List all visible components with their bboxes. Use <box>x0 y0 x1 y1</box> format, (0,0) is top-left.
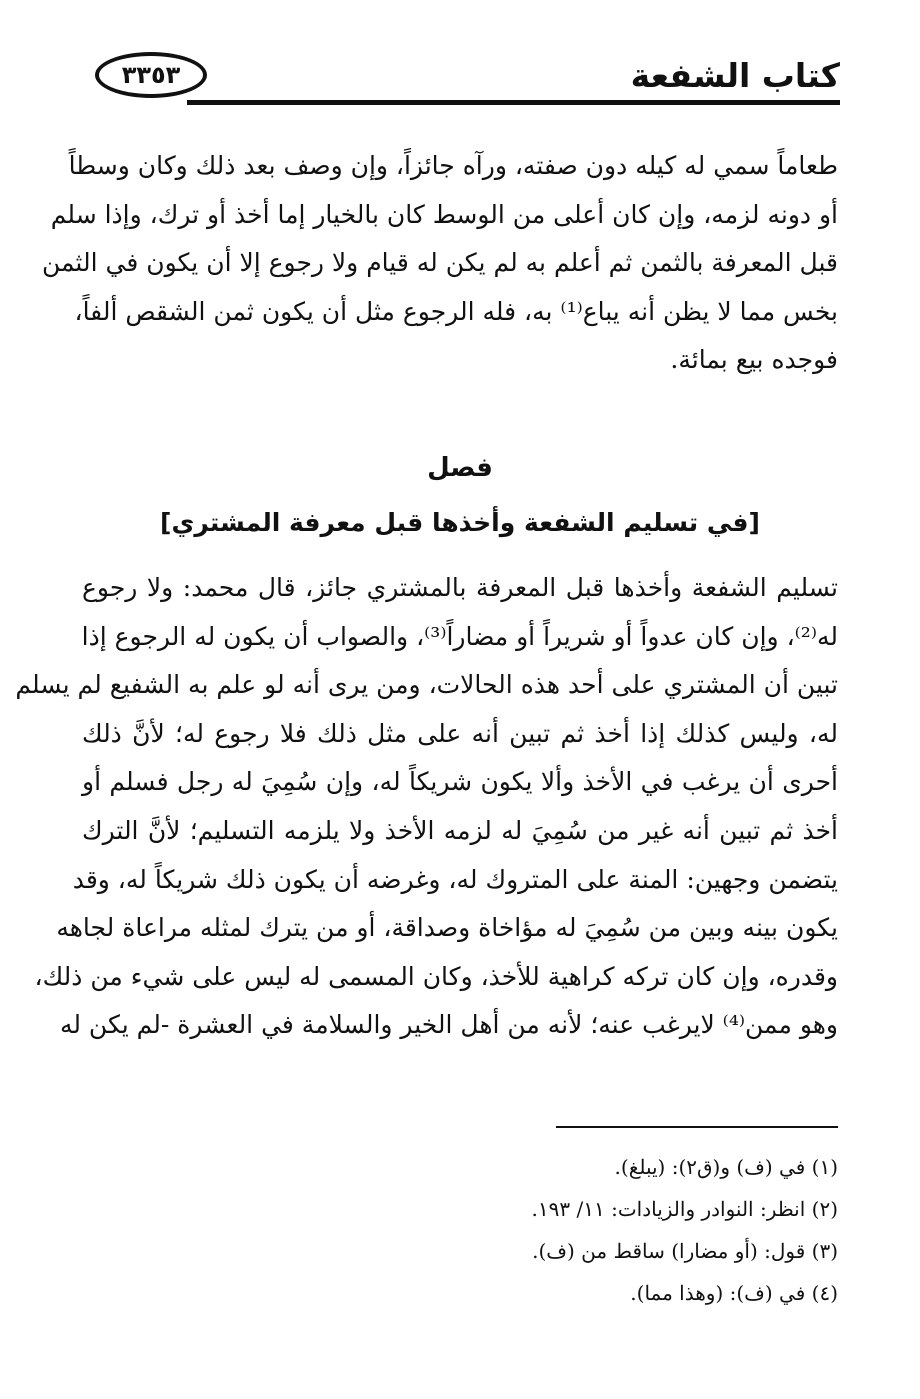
text-line: له⁽²⁾، وإن كان عدواً أو شريراً أو مضاراً⁽³⁾، والصواب أن يكون له الرجوع إذا <box>81 621 838 651</box>
text-line: له، وليس كذلك إذا أخذ ثم تبين أنه على مثل ذلك فلا رجوع له؛ لأنَّ ذلك <box>82 718 838 748</box>
text-line: فوجده بيع بمائة. <box>670 345 838 375</box>
text-line: أخذ ثم تبين أنه غير من سُمِيَ له لزمه الأخذ ولا يلزمه التسليم؛ لأنَّ الترك <box>82 815 838 845</box>
text-line: يكون بينه وبين من سُمِيَ له مؤاخاة وصداقة، أو من يترك لمثله مراعاة لجاهه <box>56 913 838 943</box>
footnote: (١) في (ف) و(ق٢): (يبلغ). <box>614 1155 838 1179</box>
text-line: بخس مما لا يظن أنه يباع⁽¹⁾ به، فله الرجوع مثل أن يكون ثمن الشقص ألفاً، <box>74 296 838 326</box>
text-line: يتضمن وجهين: المنة على المتروك له، وغرضه أن يكون ذلك شريكاً له، وقد <box>72 864 838 894</box>
main-paragraph <box>15 564 838 1050</box>
text-line: وقدره، وإن كان تركه كراهية للأخذ، وكان المسمى له ليس على شيء من ذلك، <box>34 961 838 991</box>
text-line: طعاماً سمي له كيله دون صفته، ورآه جائزاً، وإن وصف بعد ذلك وكان وسطاً <box>68 151 838 180</box>
section-subtitle: [في تسليم الشفعة وأخذها قبل معرفة المشتري] <box>160 508 760 537</box>
text-line: تبين أن المشتري على أحد هذه الحالات، ومن يرى أنه لو علم به الشفيع لم يسلم <box>15 670 838 700</box>
book-title: كتاب الشفعة <box>630 56 840 95</box>
footnote: (٤) في (ف): (وهذا مما). <box>630 1281 838 1305</box>
footnotes <box>82 1146 838 1314</box>
text-line: أحرى أن يرغب في الأخذ وألا يكون شريكاً له، وإن سُمِيَ له رجل فسلم أو <box>82 767 838 797</box>
text-line: وهو ممن⁽⁴⁾ لايرغب عنه؛ لأنه من أهل الخير والسلامة في العشرة -لم يكن له <box>59 1010 838 1040</box>
page-header <box>95 40 840 110</box>
intro-paragraph <box>41 142 838 385</box>
section-title: فصل <box>427 453 493 483</box>
text-line: قبل المعرفة بالثمن ثم أعلم به لم يكن له قيام ولا رجوع إلا أن يكون في الثمن <box>41 248 838 278</box>
text-line: تسليم الشفعة وأخذها قبل المعرفة بالمشتري جائز، قال محمد: ولا رجوع <box>82 573 838 602</box>
header-rule <box>187 100 840 105</box>
footnote: (٢) انظر: النوادر والزيادات: ١١/ ١٩٣. <box>531 1197 838 1221</box>
footnote-separator <box>556 1126 838 1128</box>
page-number-oval <box>95 52 207 98</box>
text-line: أو دونه لزمه، وإن كان أعلى من الوسط كان بالخيار إما أخذ أو ترك، وإذا سلم <box>50 199 838 229</box>
page-number: ٣٣٥٣ <box>121 61 181 89</box>
footnote: (٣) قول: (أو مضارا) ساقط من (ف). <box>532 1239 838 1263</box>
